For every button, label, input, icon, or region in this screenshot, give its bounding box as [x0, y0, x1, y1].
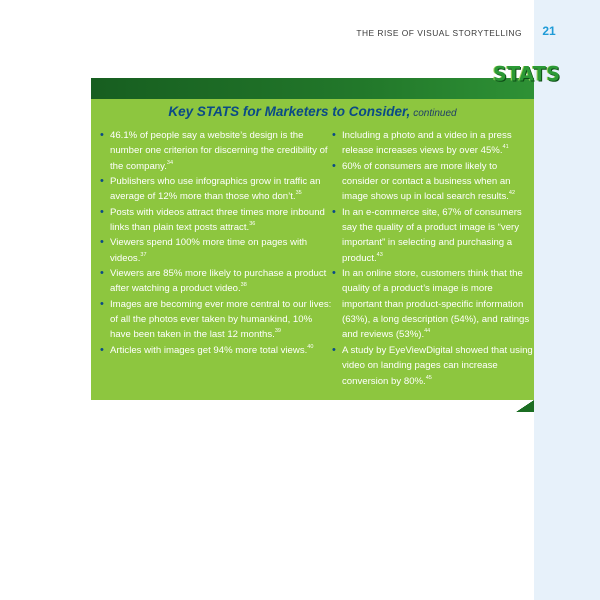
- list-item-text: Including a photo and a video in a press release increases views by over 45%.: [342, 130, 512, 157]
- page-number: 21: [542, 24, 556, 38]
- list-item-text: Publishers who use infographics grow in traffic an average of 12% more than those who don’t.: [110, 176, 321, 203]
- bullet-icon: •: [100, 129, 104, 141]
- bullet-icon: •: [100, 205, 104, 218]
- footnote-ref: 40: [307, 343, 314, 350]
- list-item-text: Viewers spend 100% more time on pages with videos.: [110, 237, 308, 264]
- bullet-icon: •: [332, 159, 336, 172]
- footnote-ref: 34: [166, 159, 174, 166]
- stats-label-bar: [91, 78, 534, 100]
- running-head: THE RISE OF VISUAL STORYTELLING: [356, 28, 522, 38]
- bullet-icon: •: [332, 205, 336, 218]
- list-item: [332, 205, 533, 266]
- footnote-ref: 37: [140, 251, 147, 258]
- bullet-icon: •: [100, 267, 104, 280]
- bullet-icon: •: [100, 236, 104, 249]
- box-fold-corner: [516, 400, 534, 412]
- list-item-text: Articles with images get 94% more total views.: [110, 344, 308, 356]
- list-item: [100, 266, 332, 297]
- footnote-ref: 44: [424, 328, 431, 335]
- list-item: [100, 343, 332, 358]
- bullet-icon: •: [100, 297, 104, 310]
- bullet-icon: •: [332, 129, 336, 141]
- list-item-text: 60% of consumers are more likely to consider or contact a business when an image shows up in local search results.: [342, 160, 511, 203]
- list-item: [332, 266, 533, 343]
- footnote-ref: 38: [240, 282, 247, 289]
- box-title-text: Key STATS for Marketers to Consider,: [168, 104, 411, 119]
- list-item-text: Posts with videos attract three times more inbound links than plain text posts attract.: [110, 206, 325, 234]
- list-item: [100, 174, 332, 205]
- footnote-ref: 39: [274, 328, 281, 335]
- list-item-text: 46.1% of people say a website’s design is the number one criterion for discerning the credibility of the company.: [110, 130, 328, 172]
- bullet-icon: •: [100, 343, 104, 356]
- box-title: [91, 104, 534, 119]
- footnote-ref: 45: [425, 374, 432, 381]
- list-item-text: In an online store, customers think that the quality of a product’s image is more important than product-specific information (63%), a long description (54%), and ratings and reviews (53%).: [342, 268, 530, 341]
- footnote-ref: 43: [376, 251, 383, 258]
- list-item: [100, 205, 332, 236]
- footnote-ref: 36: [249, 221, 256, 228]
- list-item-text: Viewers are 85% more likely to purchase a product after watching a product video.: [110, 268, 327, 295]
- footnote-ref: 41: [502, 144, 509, 151]
- list-item: [100, 128, 332, 174]
- footnote-ref: 35: [295, 190, 302, 197]
- list-item: [100, 235, 332, 266]
- list-item: [332, 343, 533, 389]
- list-item-text: A study by EyeViewDigital showed that using video on landing pages can increase conversion by 80%.: [342, 344, 533, 387]
- list-item-text: Images are becoming ever more central to our lives: of all the photos ever taken by humankind, 10% have been taken in the last 12 months.: [110, 298, 332, 341]
- stats-list-right: [332, 128, 533, 389]
- list-item: [332, 159, 533, 205]
- bullet-icon: •: [100, 175, 104, 188]
- list-item-text: In an e-commerce site, 67% of consumers say the quality of a product image is “very important” in selecting and purchasing a product.: [342, 206, 522, 264]
- stats-list-left: [100, 128, 332, 358]
- stats-section-label: STATS: [493, 62, 561, 86]
- bullet-icon: •: [332, 343, 336, 356]
- page-edge-strip: [534, 0, 600, 600]
- bullet-icon: •: [332, 267, 336, 280]
- box-title-continued: continued: [413, 108, 457, 119]
- list-item: [332, 128, 533, 159]
- list-item: [100, 297, 332, 343]
- footnote-ref: 42: [508, 190, 516, 197]
